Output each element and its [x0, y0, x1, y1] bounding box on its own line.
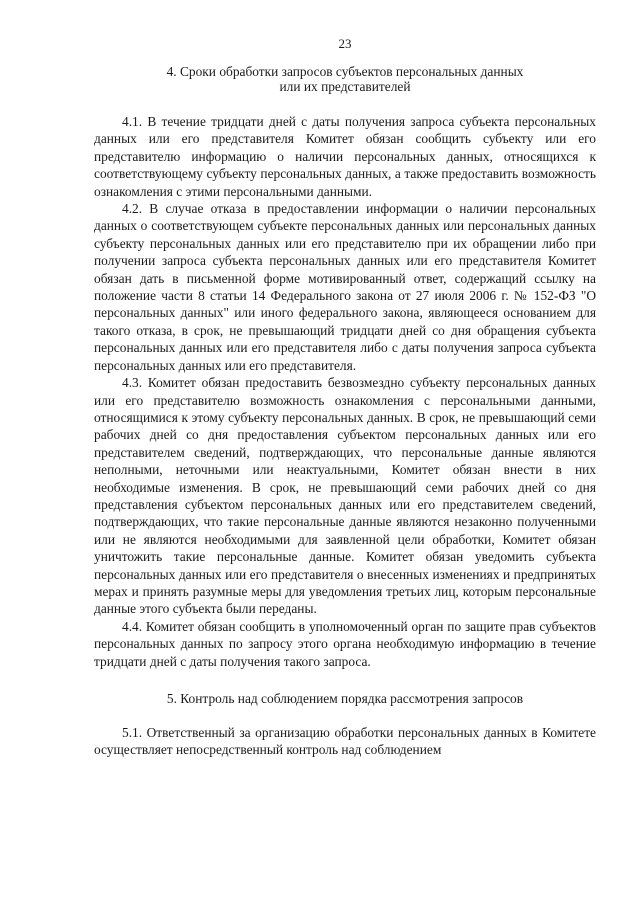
section-4-heading-line-1: 4. Сроки обработки запросов субъектов персональных данных	[166, 64, 524, 79]
page-number: 23	[338, 36, 352, 51]
paragraph-4-2: 4.2. В случае отказа в предоставлении информации о наличии персональных данных о соответствующем субъекте персональных данных или персональных данных субъекту персональных данных или его представителю при их обращении либо при получении запроса субъекта персональных данных или его представителя Комитет обязан дать в письменной форме мотивированный ответ, содержащий ссылку на положение части 8 статьи 14 Федерального закона от 27 июля 2006 г. № 152-ФЗ "О персональных данных" или иного федерального закона, являющееся основанием для такого отказа, в срок, не превышающий тридцати дней со дня обращения субъекта персональных данных или его представителя либо с даты получения запроса субъекта персональных данных или его представителя.	[94, 201, 596, 373]
section-5-heading: 5. Контроль над соблюдением порядка рассмотрения запросов	[166, 691, 524, 706]
section-4-heading	[94, 64, 596, 94]
paragraph-5-1: 5.1. Ответственный за организацию обработки персональных данных в Комитете осуществляет непосредственный контроль над соблюдением	[94, 725, 596, 758]
section-4-heading-line-2: или их представителей	[279, 79, 411, 94]
paragraph-4-1: 4.1. В течение тридцати дней с даты получения запроса субъекта персональных данных или его представителя Комитет обязан сообщить субъекту или его представителю информацию о наличии персональных данных, относящихся к соответствующему субъекту персональных данных, а также предоставить возможность ознакомления с этими персональными данными.	[94, 114, 596, 199]
paragraph-4-4: 4.4. Комитет обязан сообщить в уполномоченный орган по защите прав субъектов персональных данных по запросу этого органа необходимую информацию в течение тридцати дней с даты получения такого запроса.	[94, 618, 596, 669]
paragraph-4-3: 4.3. Комитет обязан предоставить безвозмездно субъекту персональных данных или его представителю возможность ознакомления с персональными данными, относящимися к этому субъекту персональных данных. В срок, не превышающий семи рабочих дней со дня предоставления субъектом персональных данных или его представителем сведений, подтверждающих, что персональные данные являются неполными, неточными или неактуальными, Комитет обязан внести в них необходимые изменения. В срок, не превышающий семи рабочих дней со дня представления субъектом персональных данных или его представителем сведений, подтверждающих, что такие персональные данные являются незаконно полученными или не являются необходимыми для заявленной цели обработки, Комитет обязан уничтожить такие персональные данные. Комитет обязан уведомить субъекта персональных данных или его представителя о внесенных изменениях и предпринятых мерах и принять разумные меры для уведомления третьих лиц, которым персональные данные этого субъекта были переданы.	[94, 375, 596, 617]
